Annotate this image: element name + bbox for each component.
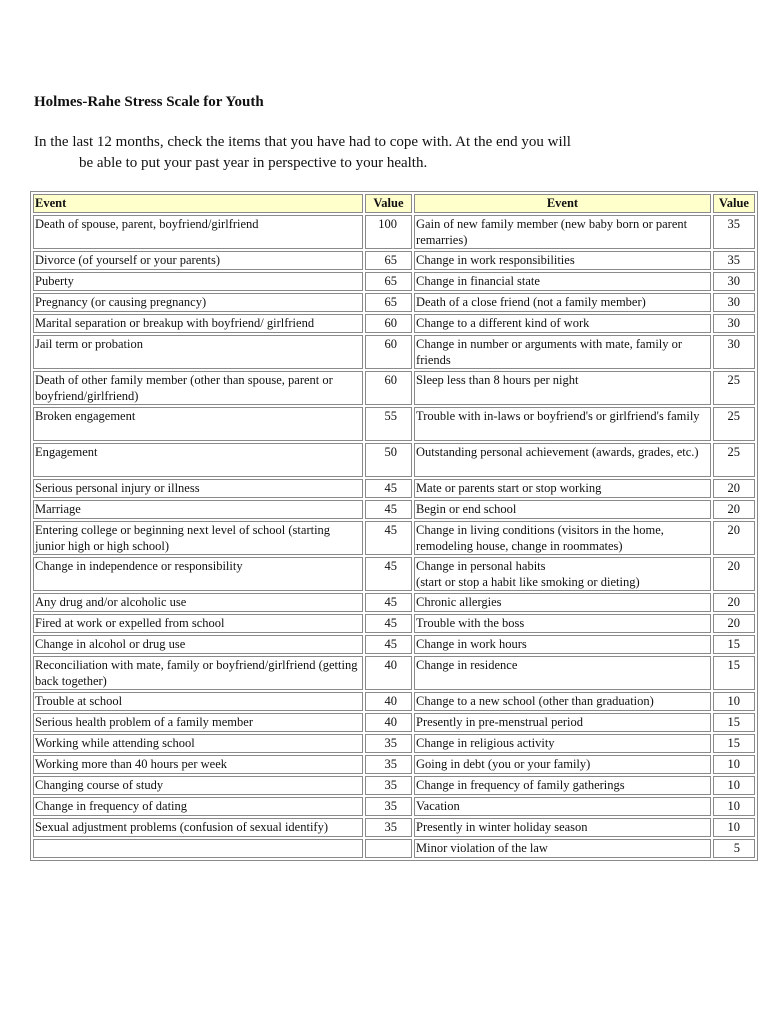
event-line: (start or stop a habit like smoking or dieting) <box>416 575 640 589</box>
event-cell: Serious personal injury or illness <box>33 479 363 498</box>
stress-scale-table <box>30 191 758 861</box>
event-cell: Entering college or beginning next level of school (starting junior high or high school) <box>33 521 363 555</box>
table-row <box>33 500 755 519</box>
event-cell: Trouble with in-laws or boyfriend's or girlfriend's family <box>414 407 711 441</box>
event-cell: Changing course of study <box>33 776 363 795</box>
value-cell <box>365 839 412 858</box>
value-cell: 15 <box>713 635 755 654</box>
table-row <box>33 335 755 369</box>
table-row <box>33 593 755 612</box>
event-cell: Change in living conditions (visitors in the home, remodeling house, change in roommates) <box>414 521 711 555</box>
event-cell: Death of other family member (other than spouse, parent or boyfriend/girlfriend) <box>33 371 363 405</box>
value-header-right: Value <box>713 194 755 213</box>
event-cell: Puberty <box>33 272 363 291</box>
table-row <box>33 407 755 441</box>
event-cell <box>414 557 711 591</box>
value-cell: 10 <box>713 776 755 795</box>
event-cell: Gain of new family member (new baby born or parent remarries) <box>414 215 711 249</box>
event-cell: Sexual adjustment problems (confusion of sexual identify) <box>33 818 363 837</box>
event-cell: Trouble at school <box>33 692 363 711</box>
event-cell: Pregnancy (or causing pregnancy) <box>33 293 363 312</box>
event-cell: Marriage <box>33 500 363 519</box>
value-cell: 30 <box>713 314 755 333</box>
event-cell: Going in debt (you or your family) <box>414 755 711 774</box>
table-row <box>33 215 755 249</box>
event-cell: Reconciliation with mate, family or boyfriend/girlfriend (getting back together) <box>33 656 363 690</box>
intro-line-2: be able to put your past year in perspective to your health. <box>79 155 428 171</box>
event-header-right: Event <box>414 194 711 213</box>
value-cell: 35 <box>713 215 755 249</box>
value-cell: 45 <box>365 593 412 612</box>
value-cell: 20 <box>713 614 755 633</box>
value-cell: 45 <box>365 557 412 591</box>
event-cell: Mate or parents start or stop working <box>414 479 711 498</box>
event-cell: Presently in winter holiday season <box>414 818 711 837</box>
event-cell: Change to a different kind of work <box>414 314 711 333</box>
table-row <box>33 479 755 498</box>
value-cell: 35 <box>365 755 412 774</box>
table-row <box>33 557 755 591</box>
value-cell: 15 <box>713 734 755 753</box>
value-cell: 65 <box>365 293 412 312</box>
page-title: Holmes-Rahe Stress Scale for Youth <box>34 94 264 110</box>
table-row <box>33 692 755 711</box>
value-cell: 25 <box>713 371 755 405</box>
table-row <box>33 755 755 774</box>
value-cell: 20 <box>713 521 755 555</box>
value-cell: 65 <box>365 272 412 291</box>
table-row <box>33 839 755 858</box>
event-cell: Change in alcohol or drug use <box>33 635 363 654</box>
event-cell: Serious health problem of a family member <box>33 713 363 732</box>
event-cell: Change in frequency of family gatherings <box>414 776 711 795</box>
value-cell: 30 <box>713 272 755 291</box>
event-cell: Broken engagement <box>33 407 363 441</box>
value-cell: 15 <box>713 656 755 690</box>
event-cell: Change to a new school (other than graduation) <box>414 692 711 711</box>
value-cell: 20 <box>713 557 755 591</box>
value-cell: 45 <box>365 500 412 519</box>
table-row <box>33 443 755 477</box>
value-cell: 10 <box>713 692 755 711</box>
value-cell: 25 <box>713 407 755 441</box>
event-cell: Marital separation or breakup with boyfriend/ girlfriend <box>33 314 363 333</box>
event-cell: Begin or end school <box>414 500 711 519</box>
event-cell <box>33 839 363 858</box>
table-row <box>33 272 755 291</box>
value-cell: 45 <box>365 635 412 654</box>
value-cell: 60 <box>365 371 412 405</box>
table-row <box>33 371 755 405</box>
value-cell: 15 <box>713 713 755 732</box>
event-cell: Presently in pre-menstrual period <box>414 713 711 732</box>
value-cell: 40 <box>365 656 412 690</box>
table-row <box>33 635 755 654</box>
event-cell: Chronic allergies <box>414 593 711 612</box>
value-cell: 60 <box>365 335 412 369</box>
event-header-left: Event <box>33 194 363 213</box>
event-cell: Sleep less than 8 hours per night <box>414 371 711 405</box>
value-cell: 35 <box>365 734 412 753</box>
intro-text <box>34 132 694 174</box>
value-cell: 5 <box>713 839 755 858</box>
value-cell: 20 <box>713 593 755 612</box>
event-cell: Vacation <box>414 797 711 816</box>
event-cell: Engagement <box>33 443 363 477</box>
event-cell: Change in financial state <box>414 272 711 291</box>
table-row <box>33 314 755 333</box>
value-cell: 45 <box>365 479 412 498</box>
header-row <box>33 194 755 213</box>
value-cell: 10 <box>713 818 755 837</box>
value-cell: 45 <box>365 521 412 555</box>
event-cell: Trouble with the boss <box>414 614 711 633</box>
table-row <box>33 251 755 270</box>
value-cell: 10 <box>713 755 755 774</box>
event-cell: Change in number or arguments with mate, family or friends <box>414 335 711 369</box>
event-cell: Change in work hours <box>414 635 711 654</box>
value-cell: 50 <box>365 443 412 477</box>
value-cell: 10 <box>713 797 755 816</box>
event-line: Change in personal habits <box>416 559 546 573</box>
event-cell: Working while attending school <box>33 734 363 753</box>
table-row <box>33 818 755 837</box>
event-cell: Change in work responsibilities <box>414 251 711 270</box>
value-cell: 25 <box>713 443 755 477</box>
event-cell: Change in religious activity <box>414 734 711 753</box>
table-row <box>33 776 755 795</box>
value-cell: 30 <box>713 293 755 312</box>
value-cell: 35 <box>365 776 412 795</box>
event-cell: Divorce (of yourself or your parents) <box>33 251 363 270</box>
event-cell: Death of spouse, parent, boyfriend/girlfriend <box>33 215 363 249</box>
value-cell: 20 <box>713 500 755 519</box>
value-cell: 40 <box>365 713 412 732</box>
event-cell: Change in independence or responsibility <box>33 557 363 591</box>
event-cell: Change in frequency of dating <box>33 797 363 816</box>
value-header-left: Value <box>365 194 412 213</box>
value-cell: 30 <box>713 335 755 369</box>
value-cell: 65 <box>365 251 412 270</box>
table-row <box>33 521 755 555</box>
table-row <box>33 734 755 753</box>
event-cell: Any drug and/or alcoholic use <box>33 593 363 612</box>
value-cell: 55 <box>365 407 412 441</box>
event-cell: Fired at work or expelled from school <box>33 614 363 633</box>
event-cell: Death of a close friend (not a family member) <box>414 293 711 312</box>
intro-line-1: In the last 12 months, check the items that you have had to cope with. At the end you will <box>34 134 571 150</box>
value-cell: 35 <box>713 251 755 270</box>
event-cell: Outstanding personal achievement (awards, grades, etc.) <box>414 443 711 477</box>
value-cell: 20 <box>713 479 755 498</box>
value-cell: 35 <box>365 818 412 837</box>
value-cell: 35 <box>365 797 412 816</box>
table-row <box>33 656 755 690</box>
value-cell: 40 <box>365 692 412 711</box>
value-cell: 100 <box>365 215 412 249</box>
value-cell: 45 <box>365 614 412 633</box>
table-row <box>33 614 755 633</box>
value-cell: 60 <box>365 314 412 333</box>
event-cell: Jail term or probation <box>33 335 363 369</box>
event-cell: Working more than 40 hours per week <box>33 755 363 774</box>
event-cell: Minor violation of the law <box>414 839 711 858</box>
table-row <box>33 293 755 312</box>
table-row <box>33 797 755 816</box>
table-row <box>33 713 755 732</box>
event-cell: Change in residence <box>414 656 711 690</box>
